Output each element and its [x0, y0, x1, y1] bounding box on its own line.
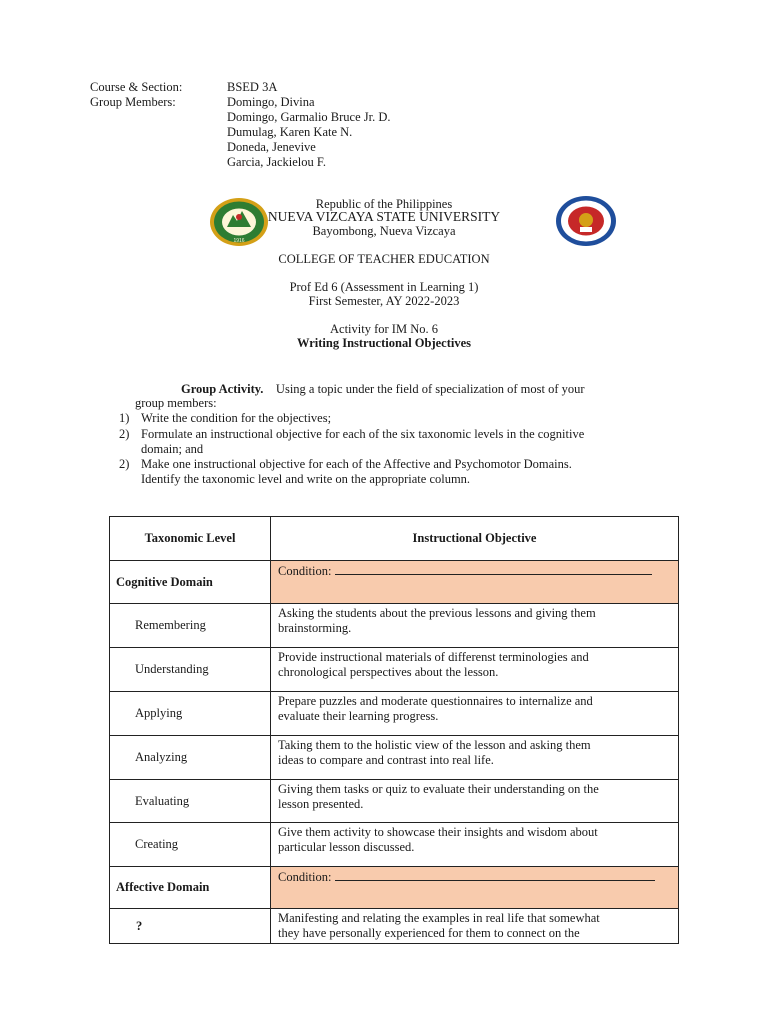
table-row	[110, 909, 679, 944]
group-activity-lead: Group Activity.	[181, 382, 264, 396]
objective-line: brainstorming.	[278, 621, 352, 635]
republic-line: Republic of the Philippines	[315, 197, 453, 211]
objective-line: they have personally experienced for them to connect on the	[278, 926, 580, 940]
activity-number: Activity for IM No. 6	[330, 322, 438, 336]
objective-line: Prepare puzzles and moderate questionnaires to internalize and	[278, 694, 593, 708]
svg-text:1916: 1916	[233, 238, 245, 244]
task-number: 2)	[119, 427, 130, 441]
task-number: 1)	[119, 411, 130, 425]
table-row	[110, 561, 679, 604]
condition-blank-line	[335, 562, 652, 575]
objective-line: Give them activity to showcase their insights and wisdom about	[278, 825, 598, 839]
condition-cell	[271, 867, 679, 909]
level-cell: Understanding	[110, 648, 271, 692]
objective-line: evaluate their learning progress.	[278, 709, 439, 723]
instructions-text-continued: group members:	[135, 396, 217, 410]
instructions-text: Using a topic under the field of specialization of most of your	[275, 382, 585, 396]
university-name: NUEVA VIZCAYA STATE UNIVERSITY	[267, 209, 501, 224]
table-row	[110, 867, 679, 909]
objective-line: chronological perspectives about the lesson.	[278, 665, 499, 679]
objective-cell	[271, 909, 679, 944]
college-name: COLLEGE OF TEACHER EDUCATION	[278, 252, 490, 266]
group-members-label: Group Members:	[90, 95, 176, 109]
affective-domain-label: Affective Domain	[110, 867, 271, 909]
course-section-label: Course & Section:	[90, 80, 183, 94]
objective-line: lesson presented.	[278, 797, 364, 811]
task-text-continued: Identify the taxonomic level and write on the appropriate column.	[141, 472, 471, 486]
objective-cell	[271, 692, 679, 736]
group-member: Garcia, Jackielou F.	[227, 155, 326, 169]
table-header-row	[110, 517, 679, 561]
objective-cell	[271, 648, 679, 692]
table-row	[110, 823, 679, 867]
task-text: Write the condition for the objectives;	[141, 411, 332, 425]
table-row	[110, 780, 679, 823]
table-row	[110, 648, 679, 692]
column-header-taxonomic-level: Taxonomic Level	[110, 517, 271, 561]
objective-line: Asking the students about the previous lessons and giving them	[278, 606, 596, 620]
table-row	[110, 692, 679, 736]
group-member: Dumulag, Karen Kate N.	[227, 125, 353, 139]
objective-cell	[271, 780, 679, 823]
instructions-intro	[181, 382, 585, 397]
objective-line: Giving them tasks or quiz to evaluate their understanding on the	[278, 782, 599, 796]
cognitive-domain-label: Cognitive Domain	[110, 561, 271, 604]
condition-label: Condition:	[278, 564, 332, 578]
condition-cell	[271, 561, 679, 604]
objective-line: ideas to compare and contrast into real life.	[278, 753, 494, 767]
group-member: Doneda, Jenevive	[227, 140, 316, 154]
objective-line: Taking them to the holistic view of the lesson and asking them	[278, 738, 591, 752]
objectives-table	[109, 516, 679, 944]
objective-cell	[271, 823, 679, 867]
task-text: Formulate an instructional objective for each of the six taxonomic levels in the cognitive	[141, 427, 585, 441]
task-text: Make one instructional objective for each of the Affective and Psychomotor Domains.	[141, 457, 572, 471]
group-member: Domingo, Garmalio Bruce Jr. D.	[227, 110, 391, 124]
course-section-value: BSED 3A	[227, 80, 278, 94]
table-row	[110, 604, 679, 648]
column-header-instructional-objective: Instructional Objective	[271, 517, 679, 561]
university-address: Bayombong, Nueva Vizcaya	[312, 224, 456, 238]
objective-cell	[271, 604, 679, 648]
objective-line: particular lesson discussed.	[278, 840, 415, 854]
condition-label: Condition:	[278, 870, 332, 884]
semester-line: First Semester, AY 2022-2023	[308, 294, 460, 308]
condition-blank-line	[335, 868, 655, 881]
level-cell: Remembering	[110, 604, 271, 648]
activity-title: Writing Instructional Objectives	[296, 336, 472, 350]
table-row	[110, 736, 679, 780]
objective-line: Manifesting and relating the examples in real life that somewhat	[278, 911, 600, 925]
level-cell: Analyzing	[110, 736, 271, 780]
level-cell: ?	[110, 909, 271, 944]
level-cell: Evaluating	[110, 780, 271, 823]
group-member: Domingo, Divina	[227, 95, 315, 109]
level-cell: Creating	[110, 823, 271, 867]
task-number: 2)	[119, 457, 130, 471]
objective-line: Provide instructional materials of differenst terminologies and	[278, 650, 589, 664]
task-text-continued: domain; and	[141, 442, 204, 456]
course-title: Prof Ed 6 (Assessment in Learning 1)	[289, 280, 479, 294]
level-cell: Applying	[110, 692, 271, 736]
objective-cell	[271, 736, 679, 780]
